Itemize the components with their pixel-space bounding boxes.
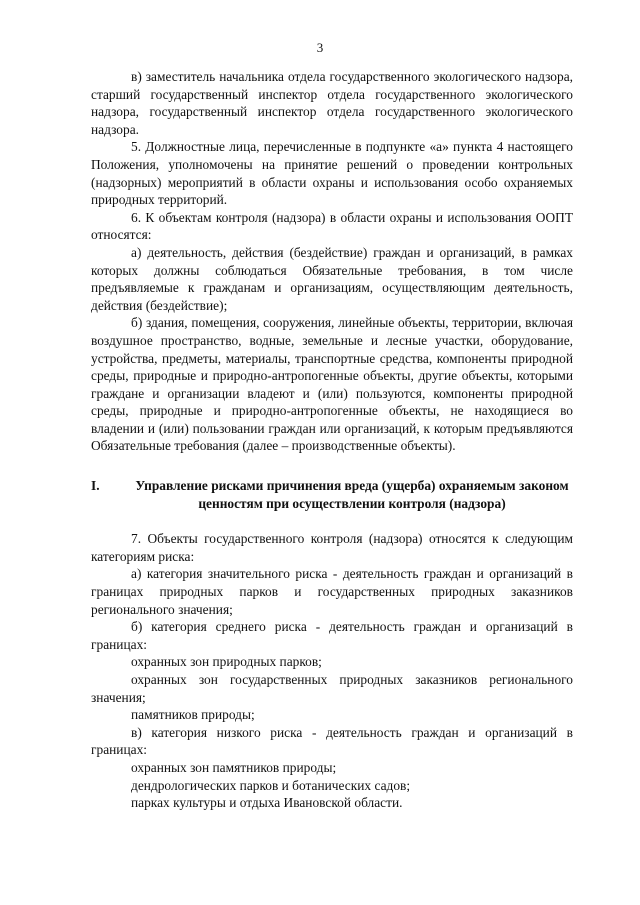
- section-title: Управление рисками причинения вреда (ущерба) охраняемым законом ценностям при осуществлении контроля (надзора): [135, 478, 569, 511]
- paragraph: 6. К объектам контроля (надзора) в области охраны и использования ООПТ относятся:: [91, 209, 573, 243]
- list-item: охранных зон памятников природы;: [131, 759, 337, 775]
- list-item: парках культуры и отдыха Ивановской области.: [131, 795, 403, 811]
- list-item: памятников природы;: [131, 707, 255, 723]
- paragraph: а) деятельность, действия (бездействие) граждан и организаций, в рамках которых должны соблюдаться Обязательные требования, в том числе предъявляемые к гражданам и организациям, осуществляющим деятельность, действия (бездействие);: [91, 244, 573, 313]
- paragraph: б) здания, помещения, сооружения, линейные объекты, территории, включая воздушное пространство, водные, земельные и лесные участки, оборудование, устройства, предметы, материалы, транспортные средства, компоненты природной среды, природные и природно-антропогенные объекты, другие объекты, которыми граждане и организации владеют и (или) пользуются, компоненты природной среды, природные и природно-антропогенные объекты, не находящиеся во владении и (или) пользовании граждан или организаций, к которым предъявляются Обязательные требования (далее – производственные объекты).: [91, 315, 573, 454]
- paragraph: а) категория значительного риска - деятельность граждан и организаций в границах природных парков и государственных природных заказников регионального значения;: [91, 566, 573, 617]
- document-body: [91, 68, 573, 812]
- section-heading: [91, 477, 573, 512]
- list-item: охранных зон государственных природных заказников регионального значения;: [91, 672, 573, 705]
- page-number: 3: [316, 40, 324, 55]
- paragraph: 5. Должностные лица, перечисленные в подпункте «а» пункта 4 настоящего Положения, уполномочены на принятие решений о проведении контрольных (надзорных) мероприятий в области охраны и использования особо охраняемых природных территорий.: [91, 139, 573, 208]
- paragraph: в) категория низкого риска - деятельность граждан и организаций в границах:: [91, 724, 573, 758]
- paragraph: 7. Объекты государственного контроля (надзора) относятся к следующим категориям риска:: [91, 531, 573, 564]
- list-item: охранных зон природных парков;: [131, 654, 322, 670]
- section-number: I.: [91, 478, 100, 494]
- paragraph: б) категория среднего риска - деятельность граждан и организаций в границах:: [91, 619, 573, 652]
- list-item: дендрологических парков и ботанических садов;: [131, 777, 411, 793]
- paragraph: в) заместитель начальника отдела государственного экологического надзора, старший государственный инспектор отдела государственного экологического надзора, государственный инспектор отдела государственного экологического надзора.: [91, 69, 573, 137]
